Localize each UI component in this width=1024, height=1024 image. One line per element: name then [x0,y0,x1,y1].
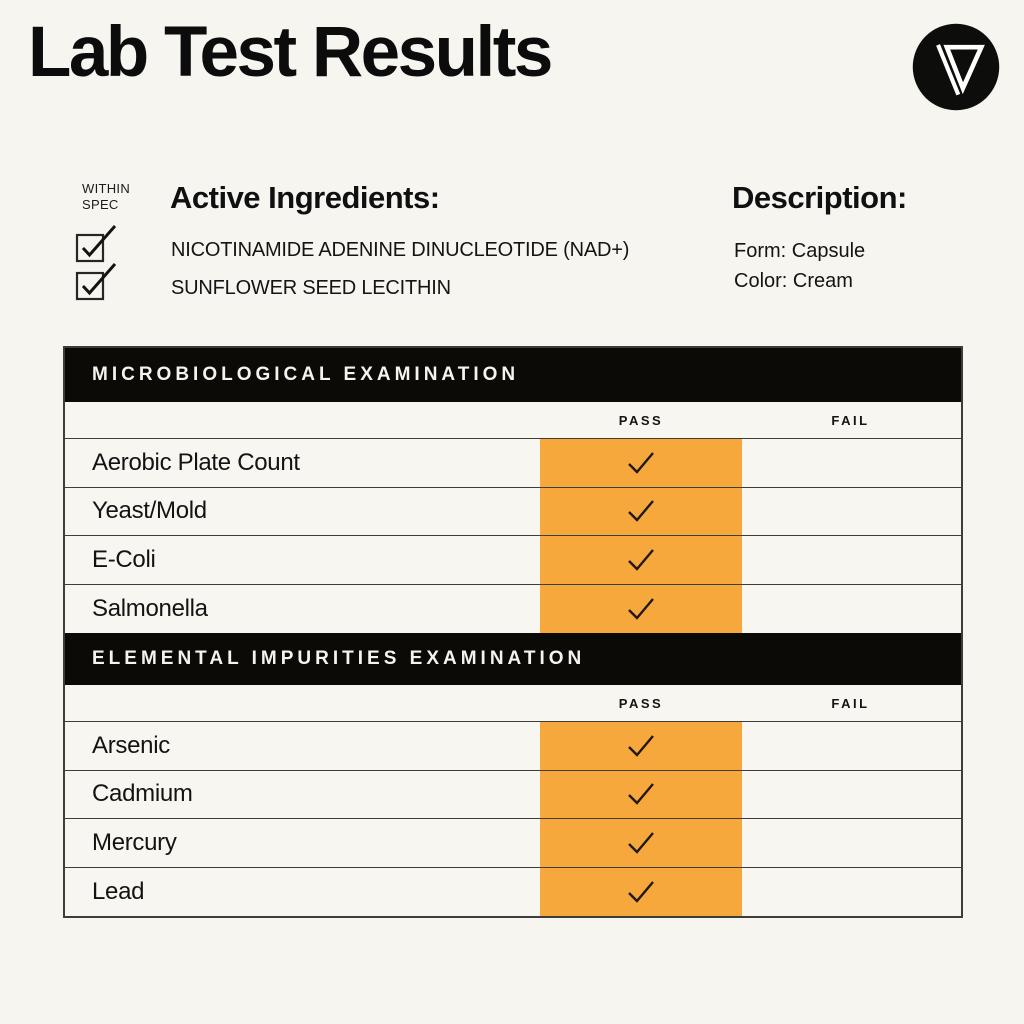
pass-cell [540,439,742,487]
checked-checkbox-icon [72,222,120,264]
active-ingredients-heading: Active Ingredients: [170,180,440,215]
page-title: Lab Test Results [28,13,551,92]
fail-cell [742,536,959,584]
description-heading: Description: [732,180,907,215]
checkmark-icon [626,879,656,905]
within-spec-line2: SPEC [82,196,119,212]
test-name: E-Coli [92,545,156,573]
fail-cell [742,722,959,770]
fail-column-header: FAIL [831,696,870,711]
table-row [65,771,961,820]
within-spec-line1: WITHIN [82,181,131,196]
checkmark-icon [626,781,656,807]
brand-logo [910,21,1002,113]
fail-cell [742,771,959,819]
fail-cell [742,488,959,536]
test-name: Mercury [92,828,177,856]
table-row [65,585,961,634]
v-mark-icon [910,21,1002,113]
lab-results-table [63,346,963,918]
description-form: Form: Capsule [734,240,866,262]
test-name: Salmonella [92,594,208,622]
fail-cell [742,819,959,867]
checkmark-icon [626,547,656,573]
pass-cell [540,771,742,819]
description-color: Color: Cream [734,270,853,292]
pass-cell [540,536,742,584]
active-ingredient-item: NICOTINAMIDE ADENINE DINUCLEOTIDE (NAD+) [171,239,630,261]
fail-column-header: FAIL [831,413,870,428]
column-header-row [65,685,961,722]
table-row [65,536,961,585]
pass-column-header: PASS [618,696,664,711]
pass-cell [540,868,742,917]
table-row [65,868,961,917]
checkmark-icon [626,596,656,622]
section-heading-label: MICROBIOLOGICAL EXAMINATION [92,364,520,385]
table-row [65,439,961,488]
test-name: Yeast/Mold [92,497,207,525]
checkmark-icon [626,450,656,476]
section-heading-elemental [65,633,961,685]
pass-column-header: PASS [618,413,664,428]
checkmark-icon [626,733,656,759]
fail-cell [742,439,959,487]
checkmark-icon [626,498,656,524]
within-spec-checkbox-lecithin [72,260,120,307]
table-row [65,488,961,537]
pass-cell [540,585,742,634]
table-row [65,722,961,771]
section-heading-microbiological [65,348,961,402]
within-spec-label [82,181,130,212]
fail-cell [742,585,959,634]
fail-cell [742,868,959,917]
test-name: Cadmium [92,780,193,808]
test-name: Lead [92,877,145,905]
active-ingredient-item: SUNFLOWER SEED LECITHIN [171,277,451,299]
column-header-row [65,402,961,439]
section-heading-label: ELEMENTAL IMPURITIES EXAMINATION [92,648,586,669]
table-row [65,819,961,868]
checked-checkbox-icon [72,260,120,302]
pass-cell [540,819,742,867]
pass-cell [540,488,742,536]
checkmark-icon [626,830,656,856]
test-name: Arsenic [92,731,170,759]
test-name: Aerobic Plate Count [92,448,300,476]
pass-cell [540,722,742,770]
